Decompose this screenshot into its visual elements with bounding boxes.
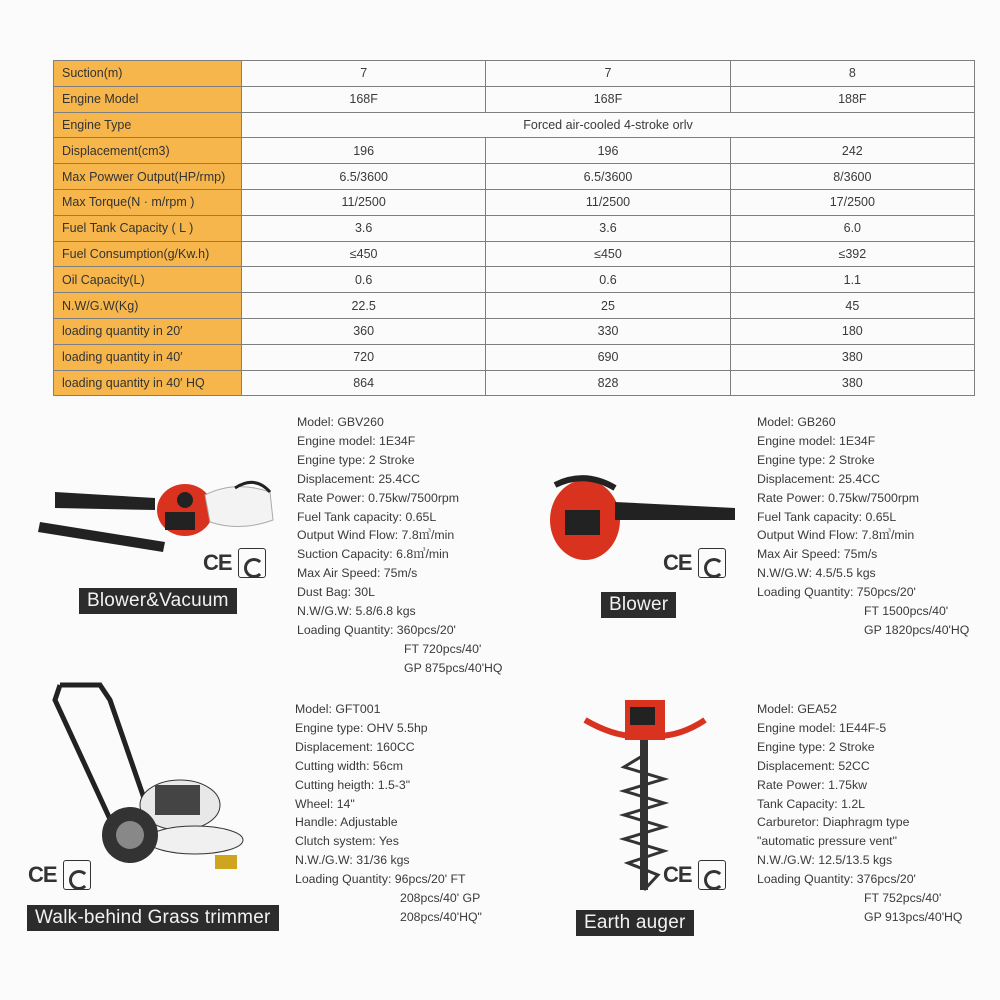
cell: 3.6 [486, 215, 730, 241]
cell: 0.6 [242, 267, 486, 293]
cell: 8/3600 [730, 164, 974, 190]
caption-blower-vacuum: Blower&Vacuum [79, 588, 237, 614]
cell: 168F [242, 86, 486, 112]
table-row [54, 138, 975, 164]
spec-line: Loading Quantity: 750pcs/20' [757, 585, 916, 600]
spec-line: Output Wind Flow: 7.8㎥/min [297, 528, 455, 543]
spec-line: Fuel Tank capacity: 0.65L [297, 509, 437, 524]
specs-grass-trimmer [295, 700, 482, 927]
cell: 180 [730, 318, 974, 344]
cell: 7 [242, 61, 486, 87]
row-label: Fuel Consumption(g/Kw.h) [54, 241, 242, 267]
cell: 3.6 [242, 215, 486, 241]
cell: 168F [486, 86, 730, 112]
gs-mark-icon [238, 548, 266, 578]
spec-line: Max Air Speed: 75m/s [297, 566, 418, 581]
gs-mark-icon [698, 860, 726, 890]
spec-line: Wheel: 14" [295, 796, 355, 811]
spec-line: Loading Quantity: 376pcs/20' [757, 872, 916, 887]
spec-line: Rate Power: 0.75kw/7500rpm [297, 490, 459, 505]
spec-line: Displacement: 52CC [757, 758, 870, 773]
row-label: Oil Capacity(L) [54, 267, 242, 293]
spec-line: Engine type: 2 Stroke [297, 452, 415, 467]
spec-line: FT 752pcs/40' [864, 891, 942, 906]
table-row [54, 164, 975, 190]
table-row [54, 189, 975, 215]
cell: 17/2500 [730, 189, 974, 215]
cell: 196 [242, 138, 486, 164]
cell: 196 [486, 138, 730, 164]
caption-earth-auger: Earth auger [576, 910, 694, 936]
specs-blower-vacuum [297, 413, 503, 678]
ce-mark: CE [663, 550, 692, 575]
spec-table [53, 60, 975, 396]
grass-trimmer-image [45, 680, 255, 885]
spec-line: Model: GEA52 [757, 702, 837, 716]
spec-line: N.W/G.W: 5.8/6.8 kgs [297, 604, 416, 619]
spec-line: Engine type: 2 Stroke [757, 739, 875, 754]
spec-line: Cutting width: 56cm [295, 758, 403, 773]
spec-line: "automatic pressure vent" [757, 834, 897, 849]
table-row [54, 215, 975, 241]
spec-line: Model: GFT001 [295, 702, 381, 716]
spec-line: Model: GB260 [757, 415, 836, 429]
spec-line: Clutch system: Yes [295, 834, 399, 849]
spec-line: Displacement: 25.4CC [297, 471, 421, 486]
spec-line: Engine model: 1E34F [757, 433, 876, 448]
spec-line: Carburetor: Diaphragm type [757, 815, 910, 830]
cell: 188F [730, 86, 974, 112]
row-label: Displacement(cm3) [54, 138, 242, 164]
cell: 380 [730, 344, 974, 370]
row-label: Suction(m) [54, 61, 242, 87]
cell: 7 [486, 61, 730, 87]
spec-line: Dust Bag: 30L [297, 585, 375, 600]
ce-mark: CE [663, 862, 692, 887]
spec-line: Loading Quantity: 96pcs/20' FT [295, 872, 466, 887]
row-label: loading quantity in 40′ [54, 344, 242, 370]
spec-line: 208pcs/40'HQ" [400, 909, 482, 924]
spec-line: Engine type: 2 Stroke [757, 452, 875, 467]
cert-marks [203, 548, 266, 578]
spec-line: Model: GBV260 [297, 415, 384, 429]
cell: 45 [730, 293, 974, 319]
row-label: N.W/G.W(Kg) [54, 293, 242, 319]
spec-line: Max Air Speed: 75m/s [757, 547, 878, 562]
cert-marks [663, 860, 726, 890]
cell: 360 [242, 318, 486, 344]
table-row [54, 61, 975, 87]
spec-line: GP 875pcs/40'HQ [404, 660, 503, 675]
spec-line: Displacement: 25.4CC [757, 471, 881, 486]
cell: 1.1 [730, 267, 974, 293]
spec-line: Loading Quantity: 360pcs/20' [297, 622, 456, 637]
row-label: Fuel Tank Capacity ( L ) [54, 215, 242, 241]
table-row [54, 318, 975, 344]
gs-mark-icon [63, 860, 91, 890]
cell: 380 [730, 370, 974, 396]
row-label: Max Powwer Output(HP/rmp) [54, 164, 242, 190]
cert-marks [663, 548, 726, 578]
cell: 25 [486, 293, 730, 319]
table-row [54, 241, 975, 267]
table-row [54, 344, 975, 370]
spec-line: Output Wind Flow: 7.8㎥/min [757, 528, 915, 543]
cell: ≤450 [486, 241, 730, 267]
cell: 828 [486, 370, 730, 396]
table-row [54, 370, 975, 396]
spec-line: Handle: Adjustable [295, 815, 398, 830]
ce-mark: CE [203, 550, 232, 575]
merged-cell: Forced air-cooled 4-stroke orlv [242, 112, 975, 138]
cell: 6.0 [730, 215, 974, 241]
row-label: Max Torque(N · m/rpm ) [54, 189, 242, 215]
cell: ≤392 [730, 241, 974, 267]
specs-earth-auger [757, 700, 963, 927]
spec-line: GP 913pcs/40'HQ [864, 909, 963, 924]
spec-line: Engine model: 1E34F [297, 433, 416, 448]
cell: 8 [730, 61, 974, 87]
cell: 242 [730, 138, 974, 164]
cell: 11/2500 [242, 189, 486, 215]
spec-line: Fuel Tank capacity: 0.65L [757, 509, 897, 524]
gs-mark-icon [698, 548, 726, 578]
ce-mark: CE [28, 862, 57, 887]
row-label: loading quantity in 40′ HQ [54, 370, 242, 396]
cell: 864 [242, 370, 486, 396]
table-row [54, 267, 975, 293]
spec-line: Tank Capacity: 1.2L [757, 796, 865, 811]
cell: 690 [486, 344, 730, 370]
caption-blower: Blower [601, 592, 676, 618]
spec-line: GP 1820pcs/40'HQ [864, 622, 970, 637]
spec-line: Suction Capacity: 6.8㎥/min [297, 547, 449, 562]
cell: 330 [486, 318, 730, 344]
table-row [54, 86, 975, 112]
cell: ≤450 [242, 241, 486, 267]
row-label: loading quantity in 20′ [54, 318, 242, 344]
spec-line: Engine model: 1E44F-5 [757, 720, 887, 735]
cell: 22.5 [242, 293, 486, 319]
spec-line: N.W./G.W: 31/36 kgs [295, 853, 410, 868]
spec-line: 208pcs/40' GP [400, 891, 481, 906]
row-label: Engine Type [54, 112, 242, 138]
cell: 11/2500 [486, 189, 730, 215]
spec-line: Displacement: 160CC [295, 739, 415, 754]
spec-line: Cutting heigth: 1.5-3" [295, 777, 411, 792]
row-label: Engine Model [54, 86, 242, 112]
spec-line: FT 720pcs/40' [404, 641, 482, 656]
spec-line: Rate Power: 1.75kw [757, 777, 868, 792]
cell: 0.6 [486, 267, 730, 293]
cell: 720 [242, 344, 486, 370]
spec-line: Rate Power: 0.75kw/7500rpm [757, 490, 919, 505]
spec-line: N.W/G.W: 4.5/5.5 kgs [757, 566, 876, 581]
table-row [54, 293, 975, 319]
spec-line: N.W./G.W: 12.5/13.5 kgs [757, 853, 893, 868]
cert-marks [28, 860, 91, 890]
table-row [54, 112, 975, 138]
spec-line: Engine type: OHV 5.5hp [295, 720, 428, 735]
caption-grass-trimmer: Walk-behind Grass trimmer [27, 905, 279, 931]
cell: 6.5/3600 [242, 164, 486, 190]
specs-blower [757, 413, 969, 640]
cell: 6.5/3600 [486, 164, 730, 190]
spec-line: FT 1500pcs/40' [864, 604, 949, 619]
